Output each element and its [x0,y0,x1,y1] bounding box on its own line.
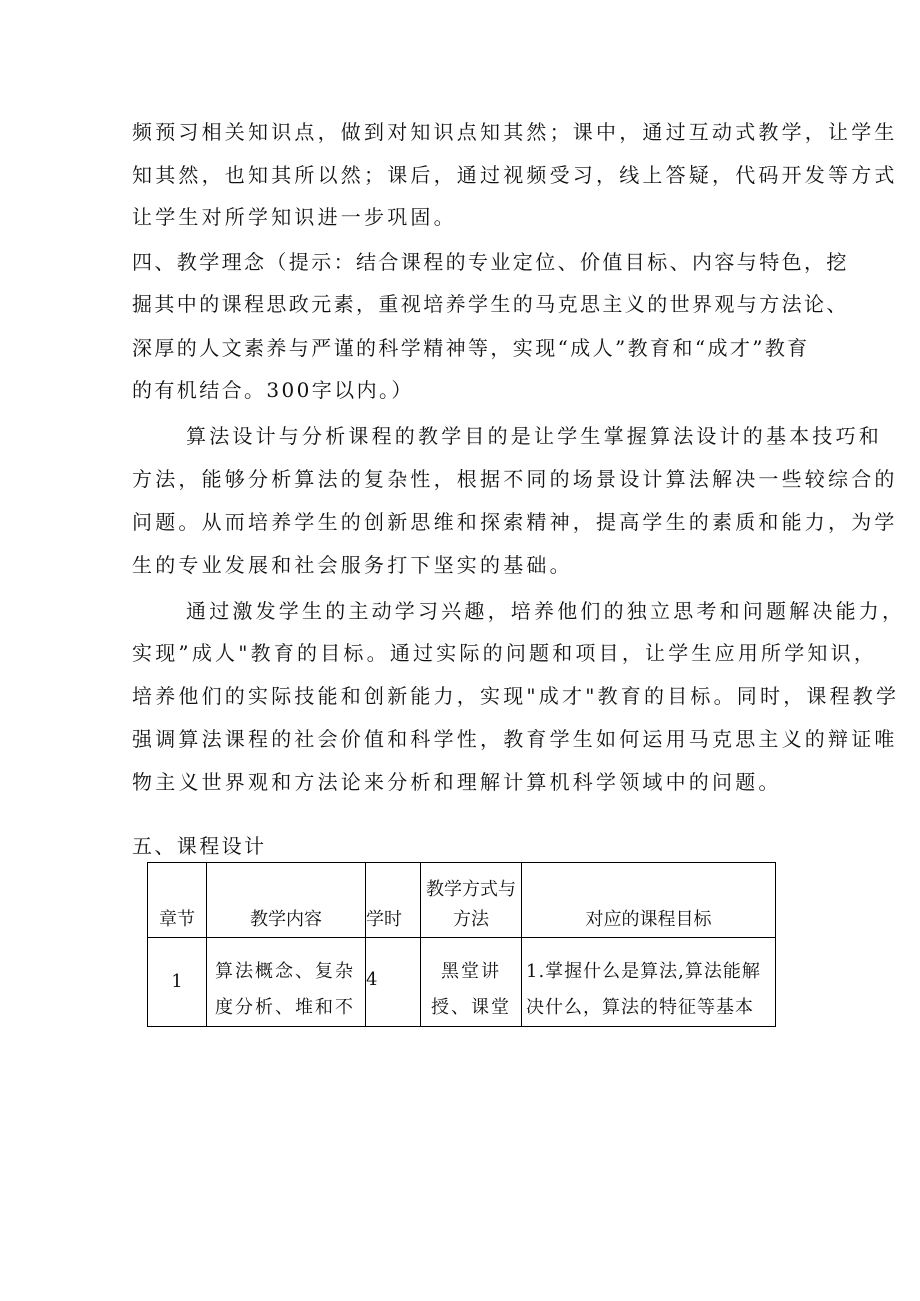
text-line: 生的专业发展和社会服务打下坚实的基础。 [132,553,573,577]
cell-chapter: 1 [148,938,207,1027]
table-header-row [148,863,776,938]
cell-content [207,938,366,1027]
section-4-heading: 的有机结合。300字以内。） [132,378,414,402]
table-row [148,938,776,1027]
cell-goal-line: 1.掌握什么是算法,算法能解 [526,961,761,982]
section-4-heading: 深厚的人文素养与严谨的科学精神等，实现“成人”教育和“成才”教育 [132,336,810,360]
cell-hours: 4 [366,938,421,1027]
cell-goal-line: 决什么，算法的特征等基本 [526,997,754,1018]
text-line: 算法设计与分析课程的教学目的是让学生掌握算法设计的基本技巧和 [186,424,882,448]
header-method-line: 教学方式与 [426,879,516,900]
cell-content-line: 度分析、堆和不 [215,997,355,1018]
text-line: 强调算法课程的社会价值和科学性，教育学生如何运用马克思主义的辩证唯 [132,727,898,751]
header-content: 教学内容 [207,863,366,938]
header-method [421,863,522,938]
text-line: 频预习相关知识点，做到对知识点知其然；课中，通过互动式教学，让学生 [132,120,898,144]
cell-goal [522,938,776,1027]
header-method-line: 方法 [453,909,489,930]
text-line: 通过激发学生的主动学习兴趣，培养他们的独立思考和问题解决能力， [186,599,906,623]
cell-method-line: 授、课堂 [431,997,511,1018]
text-line: 方法，能够分析算法的复杂性，根据不同的场景设计算法解决一些较综合的 [132,467,898,491]
section-5-heading: 五、课程设计 [132,834,267,858]
text-line: 物主义世界观和方法论来分析和理解计算机科学领域中的问题。 [132,770,782,794]
text-line: 培养他们的实际技能和创新能力，实现"成才"教育的目标。同时，课程教学 [132,684,900,708]
section-4-heading: 四、教学理念（提示：结合课程的专业定位、价值目标、内容与特色，挖 [132,250,849,274]
header-goal: 对应的课程目标 [522,863,776,938]
text-line: 让学生对所学知识进一步巩固。 [132,205,457,229]
header-hours: 学时 [366,863,421,938]
section-4-heading: 掘其中的课程思政元素，重视培养学生的马克思主义的世界观与方法论、 [132,292,849,316]
text-line: 实现”成人"教育的目标。通过实际的问题和项目，让学生应用所学知识， [132,641,878,665]
cell-content-line: 算法概念、复杂 [215,961,355,982]
cell-method-line: 黑堂讲 [441,961,501,982]
text-line: 知其然，也知其所以然；课后，通过视频受习，线上答疑，代码开发等方式 [132,163,898,187]
header-chapter: 章节 [148,863,207,938]
cell-method [421,938,522,1027]
text-line: 问题。从而培养学生的创新思维和探索精神，提高学生的素质和能力，为学 [132,510,898,534]
course-design-table [147,862,776,1027]
